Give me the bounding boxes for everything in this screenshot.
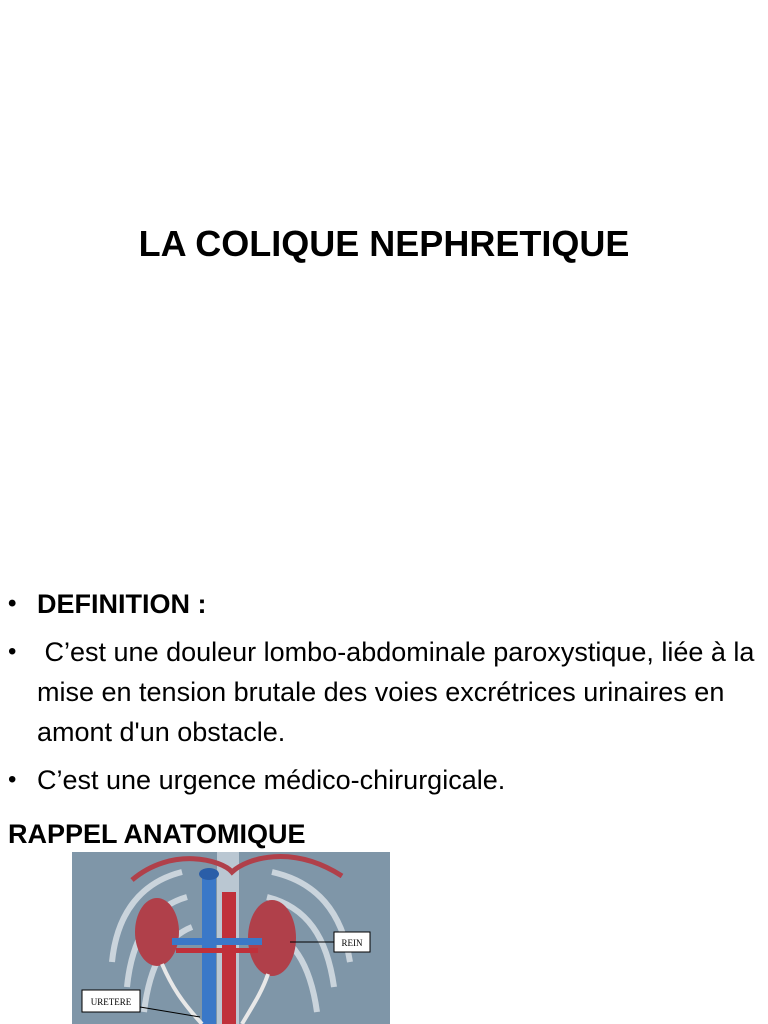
bullet-definition-text [8,632,768,752]
vena-cava [202,870,216,1024]
renal-vein [172,938,262,945]
section-heading: RAPPEL ANATOMIQUE [8,819,306,849]
bullet-text: C’est une urgence médico-chirurgicale. [37,765,506,795]
anatomy-illustration [72,852,390,1024]
bullet-definition-heading [8,584,768,624]
uretere-label: URETERE [90,997,132,1007]
vena-cava-top [199,868,219,880]
definition-list [8,584,768,808]
rein-label: REIN [341,938,363,948]
bullet-text: C’est une douleur lombo-abdominale paroxystique, liée à la mise en tension brutale des voies excrétrices urinaires en amont d'un obstacle. [37,637,762,747]
bullet-urgency [8,760,768,800]
slide-title: LA COLIQUE NEPHRETIQUE [138,223,630,264]
bullet-marker: • [8,766,17,793]
aorta [222,892,236,1024]
left-kidney [135,898,179,966]
bullet-text: DEFINITION : [37,589,207,619]
renal-artery [176,948,258,953]
bullet-marker: • [8,590,17,617]
bullet-marker: • [8,638,17,665]
